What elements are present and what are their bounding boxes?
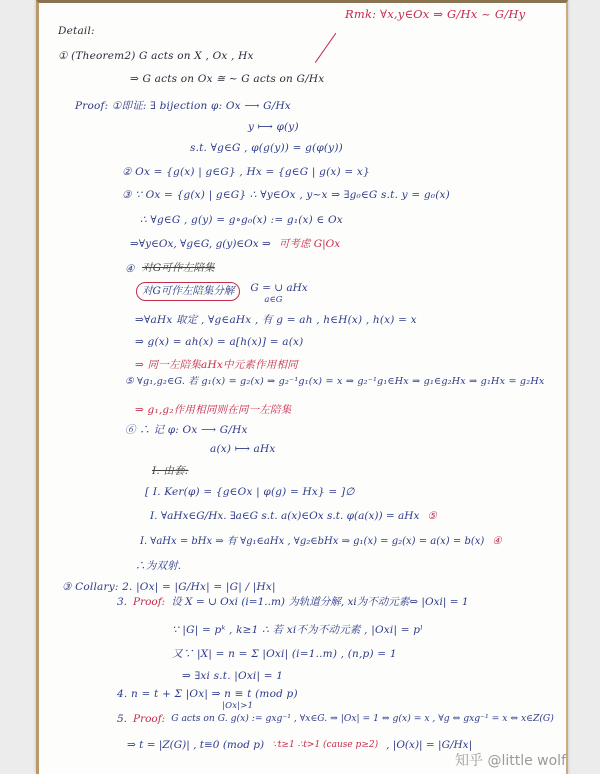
collary-5-proof: Proof: (133, 713, 166, 725)
collary-5b: ⇒ t = |Z(G)| , t≡0 (mod p) (127, 739, 265, 751)
well-defined-line: I. ∀aHx = bHx ⇒ 有 ∀g₁∈aHx , ∀g₂∈bHx ⇒ g₁(x) = g₂(x) = a(x) = b(x) (140, 536, 485, 547)
step-4c: ⇒ g(x) = ah(x) = a[h(x)] = a(x) (135, 336, 304, 348)
collary-3-num: 3. (117, 596, 128, 608)
collary-3c: 又∵ |X| = n = Σ |Oxi| (i=1..m) , (n,p) = 1 (172, 648, 397, 660)
step-5: ⑤ ∀g₁,g₂∈G. 若 g₁(x) = g₂(x) ⇒ g₂⁻¹g₁(x) = x ⇒ g₂⁻¹g₁∈Hx ⇒ g₁∈g₂Hx ⇒ g₁Hx = g₂Hx (125, 376, 545, 387)
step-3c-note: 可考虑 G|Ox (278, 238, 341, 250)
collary-5c: , |O(x)| = |G/Hx| (386, 739, 473, 751)
step-2: ② Ox = {g(x) | g∈G} , Hx = {g∈G | g(x) = x} (122, 166, 370, 178)
collary-2: ③ Collary: 2. |Ox| = |G/Hx| = |G| / |Hx| (62, 581, 276, 593)
collary-5-num: 5. (117, 713, 128, 725)
collary-3-proof: Proof: (133, 596, 166, 608)
step-4b: ⇒∀aHx 取定 , ∀g∈aHx , 有 g = ah , h∈H(x) , h(x) = x (135, 314, 417, 326)
step-4-struck: 对G可作左陪集 (142, 262, 215, 274)
step-5-note: ⇒ g₁,g₂作用相同则在同一左陪集 (135, 404, 292, 416)
collary-3d: ⇒ ∃xi s.t. |Oxi| = 1 (182, 670, 284, 682)
theorem-line: ① (Theorem2) G acts on X , Ox , Hx (58, 50, 254, 62)
collary-4: 4. n = t + Σ |Ox| ⇒ n ≡ t (mod p) (117, 688, 298, 700)
collary-3b: ∵ |G| = pᵏ , k≥1 ∴ 若 xi不为不动元素 , |Oxi| = pˡ (172, 624, 423, 636)
collary-5b-note: ∵t≥1 ∴t>1 (cause p≥2) (272, 740, 379, 750)
collary-4-sub: |Ox|>1 (222, 701, 254, 711)
coset-union-block (250, 282, 307, 305)
remark: Rmk: ∀x,y∈Ox ⇒ G/Hx ~ G/Hy (345, 7, 526, 21)
step-4-note: ⇒ 同一左陪集aHx中元素作用相同 (135, 359, 298, 371)
well-defined-row (140, 535, 502, 548)
step-4-row (136, 282, 308, 305)
step-3c-row (130, 238, 340, 251)
collary-5-row (117, 713, 557, 726)
theorem-conclusion: ⇒ G acts on Ox ≅ ~ G acts on G/Hx (130, 73, 325, 85)
bijection-conclusion: ∴为双射. (135, 560, 182, 572)
map-line: y ⟼ φ(y) (248, 121, 299, 133)
watermark: 知乎 @little wolf (455, 753, 566, 769)
ref-4: ④ (492, 535, 502, 547)
struck-label: I. 由套: (152, 465, 189, 477)
collary-5a: G acts on G. g(x) := gxg⁻¹ , ∀x∈G. ⇒ |Ox| = 1 ⇔ g(x) = x , ∀g ⇔ gxg⁻¹ = x ⇔ x∈Z(G) (171, 713, 554, 724)
step-3b: ∴ ∀g∈G , g(y) = g∘g₀(x) := g₁(x) ∈ Ox (140, 214, 343, 226)
step-3c: ⇒∀y∈Ox, ∀g∈G, g(y)∈Ox ⇒ (130, 238, 271, 250)
coset-union-sub: a∈G (264, 295, 283, 305)
step-6-map: a(x) ⟼ aHx (210, 443, 276, 455)
surjective-line: I. ∀aHx∈G/Hx. ∃a∈G s.t. a(x)∈Ox s.t. φ(a(x)) = aHx (150, 510, 420, 522)
st-line: s.t. ∀g∈G , φ(g(y)) = g(φ(y)) (190, 142, 343, 154)
kernel-line: [ I. Ker(φ) = {g∈Ox | φ(g) = Hx} = ]∅ (145, 486, 355, 498)
heading-detail: Detail: (58, 25, 95, 37)
step-4-num: ④ (125, 263, 135, 275)
coset-union: G = ∪ aHx (250, 282, 308, 294)
step-3: ③ ∵ Ox = {g(x) | g∈G} ∴ ∀y∈Ox , y~x ⇒ ∃g₀∈G s.t. y = g₀(x) (122, 189, 450, 201)
step-6: ⑥ ∴ 记 φ: Ox ⟶ G/Hx (125, 424, 248, 436)
ref-5: ⑤ (427, 510, 437, 522)
proof-line: Proof: ①即证: ∃ bijection φ: Ox ⟶ G/Hx (75, 100, 291, 112)
collary-5b-row (127, 739, 472, 752)
collary-3a: 设 X = ∪ Oxi (i=1..m) 为轨道分解, xi为不动元素⇔ |Oxi| = 1 (171, 596, 469, 608)
step-4-circled: 对G可作左陪集分解 (136, 282, 240, 301)
collary-3-row (117, 596, 469, 609)
surjective-row (150, 510, 437, 523)
